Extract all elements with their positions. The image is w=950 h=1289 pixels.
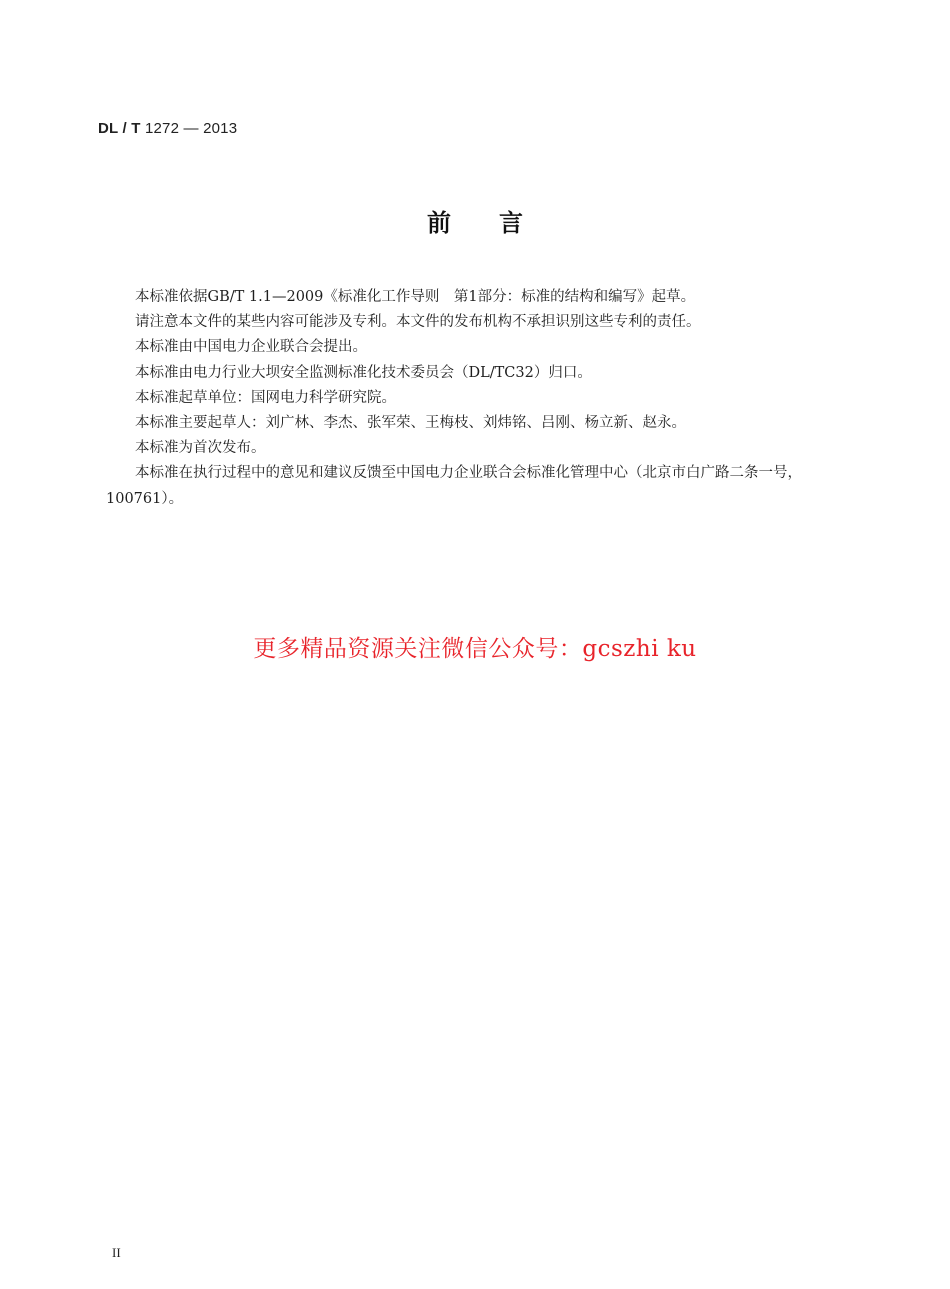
page-title: 前言 bbox=[427, 209, 571, 237]
document-code bbox=[98, 120, 237, 137]
page-number: II bbox=[112, 1245, 121, 1260]
paragraph-drafters: 本标准主要起草人：刘广林、李杰、张军荣、王梅枝、刘炜铭、吕刚、杨立新、赵永。 bbox=[135, 415, 686, 432]
document-code-number: 1272 — 2013 bbox=[144, 120, 238, 137]
paragraph-drafting-unit: 本标准起草单位：国网电力科学研究院。 bbox=[135, 389, 396, 406]
paragraph-administrator: 本标准由电力行业大坝安全监测标准化技术委员会（DL/TC32）归口。 bbox=[135, 364, 592, 381]
document-code-prefix: DL / T bbox=[98, 120, 141, 137]
paragraph-patent-notice: 请注意本文件的某些内容可能涉及专利。本文件的发布机构不承担识别这些专利的责任。 bbox=[135, 314, 701, 331]
paragraph-feedback: 本标准在执行过程中的意见和建议反馈至中国电力企业联合会标准化管理中心（北京市白广路二条一号，100761）。 bbox=[106, 465, 802, 507]
paragraph-first-release: 本标准为首次发布。 bbox=[135, 440, 266, 457]
paragraph-drafting-basis: 本标准依据GB/T 1.1—2009《标准化工作导则 第1部分：标准的结构和编写》起草。 bbox=[135, 289, 696, 305]
paragraph-proposer: 本标准由中国电力企业联合会提出。 bbox=[135, 339, 367, 356]
foreword-body bbox=[106, 285, 866, 512]
watermark-text: 更多精品资源关注微信公众号：gcszhi ku bbox=[253, 636, 697, 662]
